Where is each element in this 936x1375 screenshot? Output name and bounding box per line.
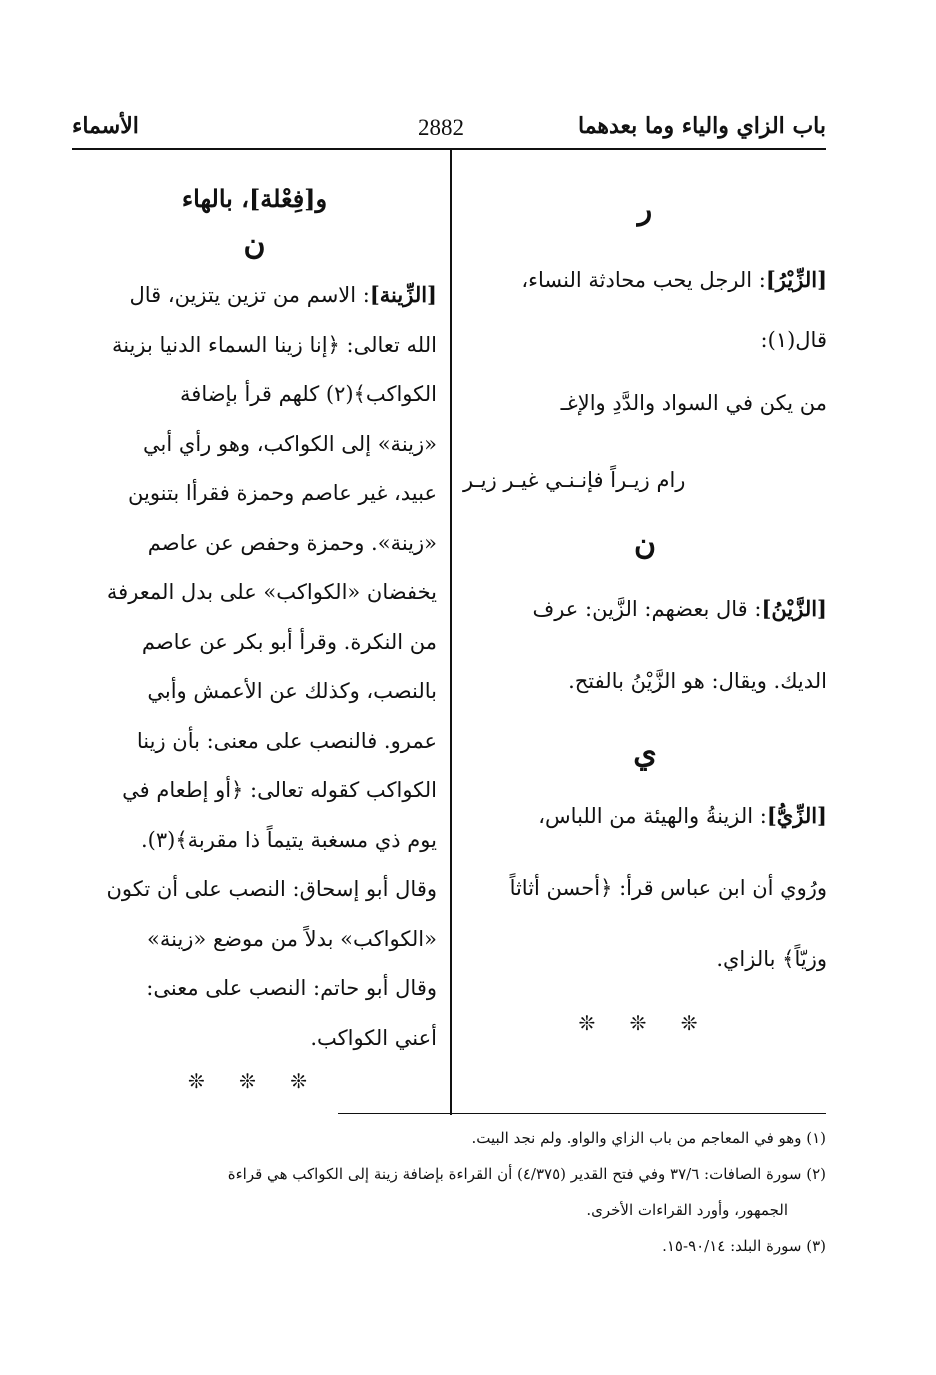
left-column [72,150,437,1093]
entry-line: وقال أبو حاتم: النصب على معنى: [146,976,437,1000]
footnote-2-line2: الجمهور، وأورد القراءات الأخرى. [586,1201,788,1219]
entry-line: «الكواكب» بدلاً من موضع «زينة» [147,926,437,951]
entry-line: يخفضان «الكواكب» على بدل المعرفة [106,580,437,604]
entry-line: أعني الكواكب. [310,1025,437,1050]
entry-line: وقال أبو إسحاق: النصب على أن تكون [106,877,437,901]
entry-text: : الرجل يحب محادثة النساء، [521,268,766,292]
entry-text: : قال بعضهم: الزَّين: عرف [532,597,762,621]
section-title: الأسماء [72,113,139,139]
letter-heading-r: ر [637,192,653,227]
verse-line: من يكن في السواد والدَّدِ والإغـ [560,391,827,415]
footnote-2 [70,1156,826,1228]
entry-zayy [463,791,827,842]
entry-line: عبيد، غير عاصم وحمزة فقرأا بتنوين [128,481,437,505]
entry-zir [463,255,827,306]
entry-text: الديك. ويقال: هو الزَّيْنُ بالفتح. [568,668,827,693]
entry-text: قال(١): [760,327,827,352]
entry-line: بالنصب، وكذلك عن الأعمش وأبي [147,679,437,703]
entry-zina [72,270,437,321]
entry-line: الكواكب﴾(٢) كلهم قرأ بإضافة [180,382,437,406]
verse-line: رام زيـراً فإنـنـي غيـر زيـر [463,468,686,492]
entry-line: من النكرة. وقرأ أبو بكر عن عاصم [141,629,437,654]
chapter-title: باب الزاي والياء وما بعدهما [577,113,826,139]
entry-text: : الزينةُ والهيئة من اللباس، [538,804,767,828]
entry-line: الكواكب كقوله تعالى: ﴿أو إطعام في [122,778,437,802]
subheading: و[فِعْلة]، بالهاء [181,184,328,213]
entry-head: [الزِّيُّ] [766,803,827,828]
section-separator: ❊ ❊ ❊ [188,1069,321,1093]
footnote-1: (١) وهو في المعاجم من باب الزاي والواو. ولم نجد البيت. [471,1129,826,1147]
entry-line: عمرو. فالنصب على معنى: بأن زينا [136,728,437,753]
entry-line: «زينة». وحمزة وحفص عن عاصم [147,530,437,555]
entry-text: ورُوي أن ابن عباس قرأ: ﴿أحسن أثاثاً [509,875,827,900]
entry-line: «زينة» إلى الكواكب، وهو رأي أبي [143,431,437,456]
entry-head: [الزَّيْنُ] [761,596,827,621]
section-separator: ❊ ❊ ❊ [578,1010,712,1035]
entry-zayn [463,584,827,635]
letter-heading-n: ن [243,227,266,262]
entry-head: [الزِّينة] [369,282,437,307]
footnote-2-line1: (٢) سورة الصافات: ٣٧/٦ وفي فتح القدير (٤/٣٧٥) أن القراءة بإضافة زينة إلى الكواكب هي قراءة [227,1165,826,1183]
entry-line: يوم ذي مسغبة يتيماً ذا مقربة﴾(٣). [140,827,437,852]
footnote-3: (٣) سورة البلد: ٩٠/١٤-١٥. [662,1237,826,1255]
letter-heading-n: ن [633,527,657,562]
entry-text: : الاسم من تزين يتزين، قال [129,283,370,307]
right-column [463,150,827,1035]
page-number: 2882 [418,115,464,140]
letter-heading-y: ي [633,736,657,771]
entry-head: [الزِّيْرُ] [765,267,827,292]
column-divider [450,150,452,1115]
entry-text: وزيّاً﴾ بالزاي. [716,947,827,971]
entry-line: الله تعالى: ﴿إنا زينا السماء الدنيا بزينة [111,332,437,357]
footnote-rule [338,1113,826,1114]
